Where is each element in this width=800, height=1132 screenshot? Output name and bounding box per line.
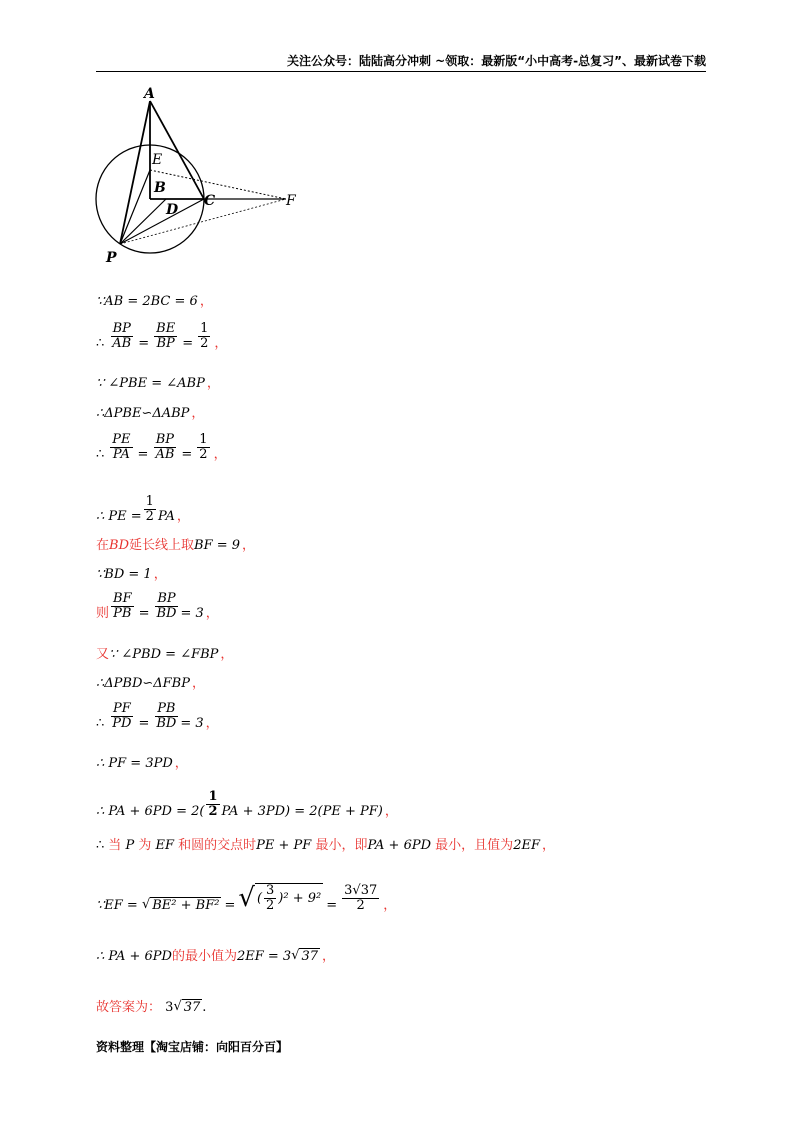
label-f: F xyxy=(286,193,296,209)
final-answer: 故答案为： 3 √ 37 . xyxy=(96,999,207,1015)
segment-pd xyxy=(120,199,166,244)
step-12: ∴ $\frac{PF}{PD}$ = $\frac{PB}{BD}$ = 3 ， xyxy=(96,701,219,731)
page-header: 关注公众号：陆陆高分冲刺 ~领取：最新版“小中高考-总复习”、最新试卷下载 xyxy=(287,54,706,68)
step-11: ∴ΔPBD∽ΔFBP ， xyxy=(96,676,205,691)
step-16: ∵EF = √ BE² + BF² = √ ( $\frac{3}{2}$ )² + 9² = $\frac{3√37}{2}$ ， xyxy=(96,883,397,913)
step-15: ∴ 当 P 为 EF 和圆的交点时 PE + PF 最小，即 PA + 6PD 最小，且值为 2EF ， xyxy=(96,838,555,853)
label-e: E xyxy=(152,152,163,168)
segment-ef-dashed xyxy=(150,170,286,199)
step-6: ∴ PE = $\frac{1}{2}$ PA ， xyxy=(96,494,190,524)
label-a: A xyxy=(144,86,155,102)
label-b: B xyxy=(154,180,166,196)
step-14: ∴ PA + 6PD = 2( $\frac{1}{2}$ PA + 3PD) = 2(PE + PF) ， xyxy=(96,789,398,819)
step-4: ∴ΔPBE∽ΔABP ， xyxy=(96,406,205,421)
step-9: 则 $\frac{BF}{PB}$ = $\frac{BP}{BD}$ = 3 ， xyxy=(96,591,219,621)
page-footer: 资料整理【淘宝店铺：向阳百分百】 xyxy=(96,1040,289,1054)
step-1: ∵AB = 2BC = 6 ， xyxy=(96,294,213,309)
geometry-figure xyxy=(90,82,310,267)
step-7: 在 BD 延长线上取 BF = 9 ， xyxy=(96,538,256,553)
step-13: ∴ PF = 3PD ， xyxy=(96,756,188,771)
segment-pe xyxy=(120,170,150,244)
step-2: ∴ $\frac{BP}{AB}$ = $\frac{BE}{BP}$ = $\frac{1}{2}$ ， xyxy=(96,321,228,351)
segment-pc xyxy=(120,199,204,244)
label-p: P xyxy=(106,250,117,266)
step-5: ∴ $\frac{PE}{PA}$ = $\frac{BP}{AB}$ = $\frac{1}{2}$ ， xyxy=(96,432,227,462)
label-d: D xyxy=(166,202,179,218)
header-rule xyxy=(96,71,706,72)
segment-ap xyxy=(120,101,150,244)
step-17: ∴ PA + 6PD 的最小值为 2EF = 3 √ 37 ， xyxy=(96,948,336,964)
step-10: 又 ∵ ∠PBD = ∠FBP ， xyxy=(96,647,234,662)
step-3: ∵ ∠PBE = ∠ABP ， xyxy=(96,376,220,391)
step-8: ∵BD = 1 ， xyxy=(96,567,167,582)
label-c: C xyxy=(204,193,216,209)
